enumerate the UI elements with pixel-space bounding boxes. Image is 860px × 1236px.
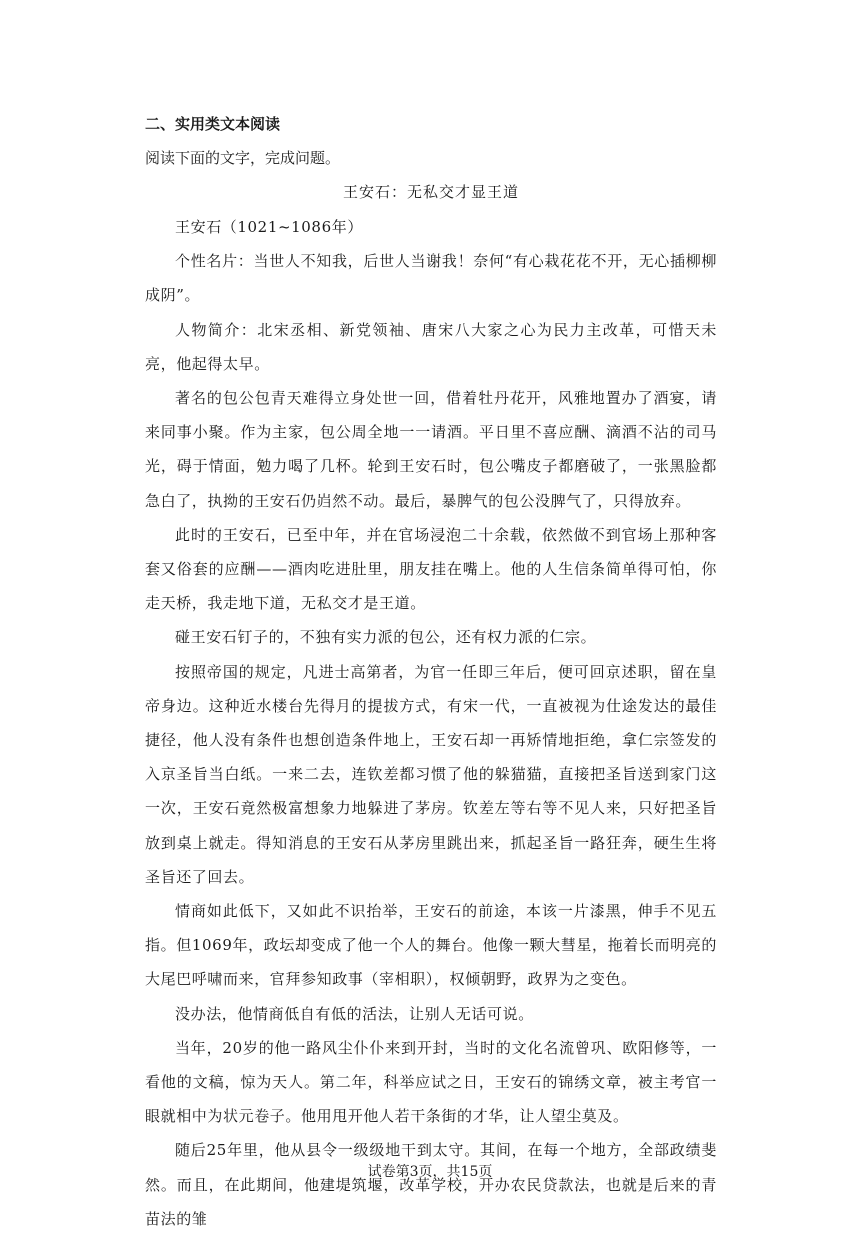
paragraph-banquet: 著名的包公包青天难得立身处世一回，借着牡丹花开，风雅地置办了酒宴，请来同事小聚。作为主家，包公周全地一一请酒。平日里不喜应酬、滴酒不沾的司马光，碍于情面，勉力喝了几杯。轮到王安石时，包公嘴皮子都磨破了，一张黑脸都急白了，执拗的王安石仍岿然不动。最后，暴脾气的包公没脾气了，只得放弃。 — [145, 389, 717, 510]
paragraph-principle: 此时的王安石，已至中年，并在官场浸泡二十余载，依然做不到官场上那种客套又俗套的应酬——酒肉吃进肚里，朋友挂在嘴上。他的人生信条简单得可怕，你走天桥，我走地下道，无私交才是王道。 — [145, 525, 717, 613]
paragraph-lifespan: 王安石（1021~1086年） — [175, 218, 363, 236]
paragraph-rise: 情商如此低下，又如此不识抬举，王安石的前途，本该一片漆黑，伸手不见五指。但1069年，政坛却变成了他一个人的舞台。他像一颗大彗星，拖着长而明亮的大尾巴呼啸而来，官拜参知政事（宰相职），权倾朝野，政界为之变色。 — [145, 902, 717, 989]
paragraph-no-choice: 没办法，他情商低自有低的活法，让别人无话可说。 — [175, 1004, 534, 1023]
reading-instruction: 阅读下面的文字，完成问题。 — [145, 149, 341, 167]
paragraph-career: 随后25年里，他从县令一级级地干到太守。其间，在每一个地方，全部政绩斐然。而且，在此期间，他建堤筑堰，改革学校，开办农民贷款法，也就是后来的青苗法的雏 — [145, 1141, 717, 1228]
paragraph-edict: 按照帝国的规定，凡进士高第者，为官一任即三年后，便可回京述职，留在皇帝身边。这种近水楼台先得月的提拔方式，有宋一代，一直被视为仕途发达的最佳捷径，他人没有条件也想创造条件地上，王安石却一再矫情地拒绝，拿仁宗签发的入京圣旨当白纸。一来二去，连钦差都习惯了他的躲猫猫，直接把圣旨送到家门这一次，王安石竟然极富想象力地躲进了茅房。钦差左等右等不见人来，只好把圣旨放到桌上就走。得知消息的王安石从茅房里跳出来，抓起圣旨一路狂奔，硬生生将圣旨还了回去。 — [145, 662, 717, 886]
paragraph-renzong: 碰王安石钉子的，不独有实力派的包公，还有权力派的仁宗。 — [175, 628, 597, 647]
article-title: 王安石：无私交才显王道 — [342, 183, 519, 201]
paragraph-profile-card: 个性名片：当世人不知我，后世人当谢我！奈何“有心栽花花不开，无心插柳柳成阴”。 — [145, 252, 717, 305]
page-footer: 试卷第3页，共15页 — [367, 1164, 493, 1180]
page-content — [145, 114, 717, 1236]
section-heading: 二、实用类文本阅读 — [145, 115, 281, 133]
paragraph-bio: 人物简介：北宋丞相、新党领袖、唐宋八大家之心为民力主改革，可惜天未亮，他起得太早。 — [145, 320, 717, 373]
paragraph-talent: 当年，20岁的他一路风尘仆仆来到开封，当时的文化名流曾巩、欧阳修等，一看他的文稿，惊为天人。第二年，科举应试之日，王安石的锦绣文章，被主考官一眼就相中为状元卷子。他用甩开他人若干条街的才华，让人望尘莫及。 — [145, 1038, 717, 1126]
